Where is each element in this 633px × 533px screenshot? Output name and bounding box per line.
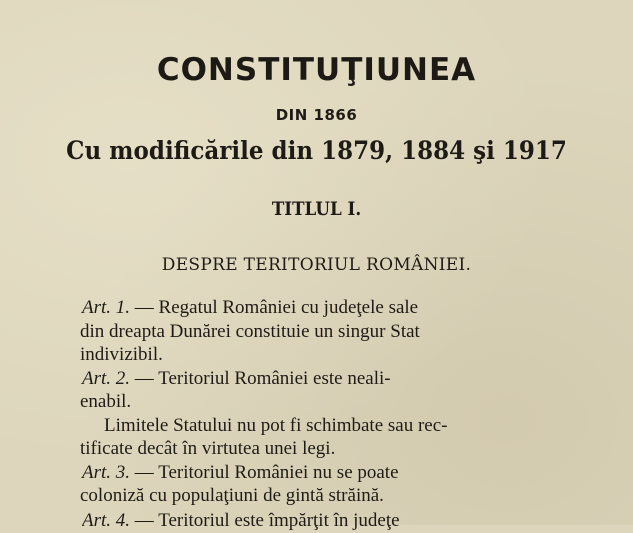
amendments-heading: Cu modificările din 1879, 1884 şi 1917 <box>66 136 567 165</box>
text-line: Limitele Statului nu pot fi schimbate sau rec- <box>104 414 448 436</box>
title-one-heading: TITLUL I. <box>271 198 362 220</box>
document-title: CONSTITUŢIUNEA <box>156 52 477 88</box>
document-subtitle: DIN 1866 <box>275 106 358 124</box>
text-line: din dreapta Dunărei constituie un singur Stat <box>80 320 420 342</box>
text-line: Art. 2. — Teritoriul României este neali- <box>82 367 391 389</box>
text-line: Art. 3. — Teritoriul României nu se poate <box>82 461 399 483</box>
section-heading: DESPRE TERITORIUL ROMÂNIEI. <box>161 255 472 275</box>
text-line: tificate decât în virtutea unei legi. <box>80 438 336 459</box>
article-body <box>82 296 564 508</box>
text-line-cut-off: Art. 4. — Teritoriul este împărţit în judeţe <box>82 510 400 531</box>
text-line: enabil. <box>80 391 132 412</box>
text-line: indivizibil. <box>80 344 163 365</box>
text-line: Art. 1. — Regatul României cu judeţele sale <box>82 297 419 318</box>
text-line: coloniză cu populaţiuni de gintă străină. <box>80 485 384 506</box>
